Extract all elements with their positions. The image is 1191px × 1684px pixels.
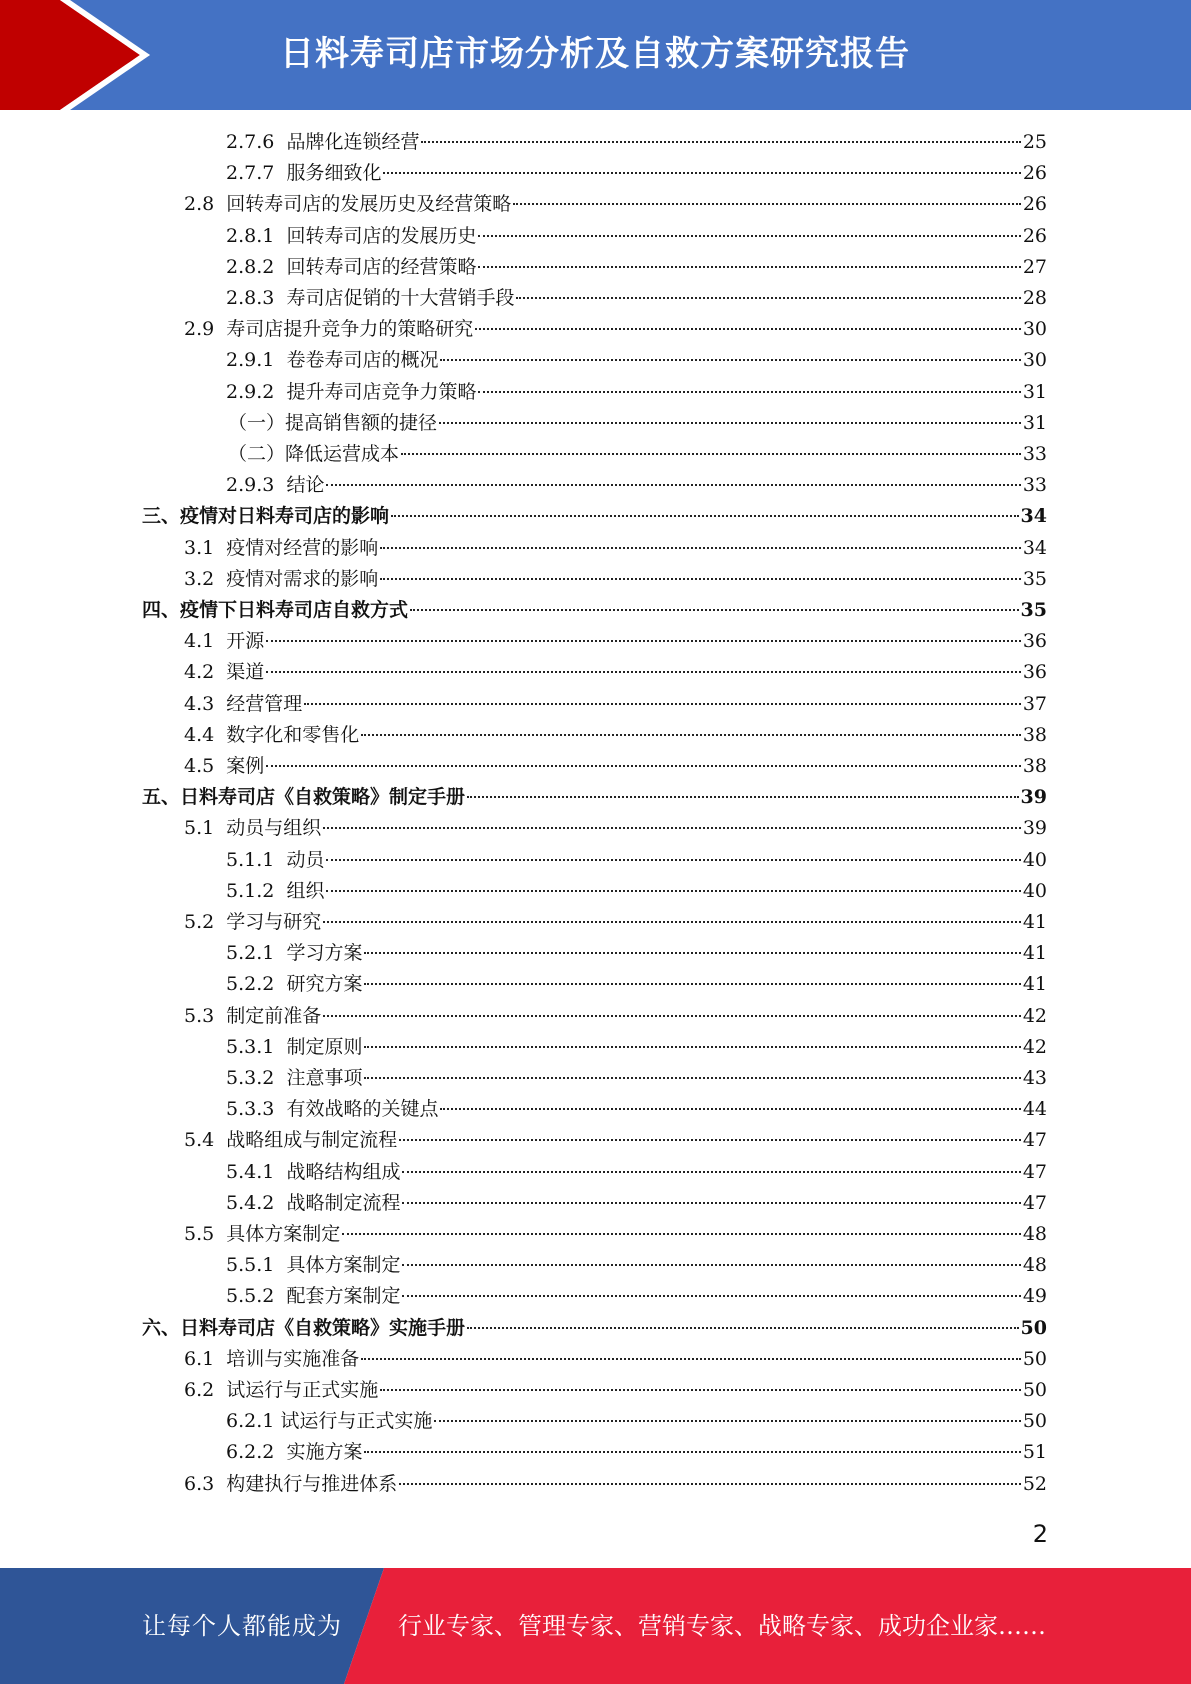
toc-entry-page: 41 [1022, 911, 1047, 933]
toc-dot-leader [364, 1077, 1020, 1079]
toc-entry-page: 28 [1022, 287, 1047, 309]
toc-entry-number: 2.7.6 [226, 131, 287, 153]
toc-dot-leader [361, 1358, 1021, 1360]
toc-entry-page: 25 [1022, 131, 1047, 153]
toc-entry[interactable] [226, 876, 1047, 907]
toc-entry-page: 30 [1022, 318, 1047, 340]
toc-entry-page: 30 [1022, 349, 1047, 371]
toc-entry-page: 31 [1022, 381, 1047, 403]
toc-entry[interactable] [226, 158, 1047, 189]
toc-dot-leader [364, 983, 1020, 985]
toc-entry-title: 寿司店促销的十大营销手段 [286, 287, 515, 309]
toc-dot-leader [266, 765, 1021, 767]
toc-dot-leader [326, 859, 1020, 861]
toc-dot-leader [383, 172, 1020, 174]
toc-dot-leader [380, 1389, 1021, 1391]
toc-entry-title: 动员与组织 [226, 817, 322, 839]
toc-entry-number: 6.2.2 [226, 1441, 287, 1463]
toc-entry-page: 41 [1022, 973, 1047, 995]
toc-entry-title: 制定前准备 [226, 1005, 322, 1027]
toc-dot-leader [440, 359, 1020, 361]
toc-dot-leader [399, 1139, 1021, 1141]
toc-entry-title: 降低运营成本 [285, 443, 400, 465]
toc-entry-title: 战略结构组成 [286, 1161, 401, 1183]
toc-entry[interactable] [142, 595, 1047, 626]
toc-dot-leader [516, 297, 1020, 299]
toc-dot-leader [467, 1327, 1019, 1329]
toc-entry-number: 2.8.1 [226, 225, 287, 247]
toc-entry-title: 品牌化连锁经营 [286, 131, 420, 153]
toc-dot-leader [380, 578, 1021, 580]
toc-entry-number: 5.5.2 [226, 1285, 287, 1307]
toc-entry-number: 5.3.1 [226, 1036, 287, 1058]
toc-entry[interactable] [226, 1188, 1047, 1219]
toc-entry-title: 案例 [226, 755, 265, 777]
toc-entry-page: 44 [1022, 1098, 1047, 1120]
toc-entry-title: 具体方案制定 [226, 1223, 341, 1245]
toc-dot-leader [342, 1233, 1021, 1235]
toc-entry-page: 48 [1022, 1254, 1047, 1276]
toc-entry[interactable] [226, 1406, 1047, 1437]
toc-entry-number: 4.4 [184, 724, 227, 746]
toc-entry-number: 5.3 [184, 1005, 227, 1027]
toc-entry-number: 5.2.1 [226, 942, 287, 964]
toc-dot-leader [402, 1202, 1020, 1204]
toc-entry-page: 39 [1020, 786, 1047, 808]
toc-dot-leader [440, 1108, 1020, 1110]
toc-dot-leader [467, 796, 1019, 798]
toc-entry-page: 49 [1022, 1285, 1047, 1307]
toc-entry-title: 学习方案 [286, 942, 363, 964]
toc-entry-page: 47 [1022, 1129, 1047, 1151]
toc-entry[interactable] [226, 1063, 1047, 1094]
toc-dot-leader [439, 422, 1021, 424]
toc-entry[interactable] [184, 1344, 1047, 1375]
toc-entry[interactable] [226, 377, 1047, 408]
toc-entry-title: 战略制定流程 [286, 1192, 401, 1214]
page-number: 2 [1032, 1520, 1048, 1548]
toc-entry-title: 组织 [286, 880, 325, 902]
toc-entry[interactable] [226, 252, 1047, 283]
toc-entry[interactable] [228, 439, 1047, 470]
toc-entry[interactable] [184, 689, 1047, 720]
toc-dot-leader [364, 1046, 1020, 1048]
toc-entry-number: 3.2 [184, 568, 227, 590]
report-title: 日料寿司店市场分析及自救方案研究报告 [280, 34, 910, 74]
toc-entry[interactable] [142, 1313, 1047, 1344]
toc-dot-leader [364, 1451, 1020, 1453]
toc-entry-number: 2.9.2 [226, 381, 287, 403]
toc-entry-number: 5.4.1 [226, 1161, 287, 1183]
toc-entry-title: 有效战略的关键点 [286, 1098, 439, 1120]
toc-entry-page: 50 [1022, 1379, 1047, 1401]
toc-entry-page: 51 [1022, 1441, 1047, 1463]
toc-dot-leader [361, 734, 1021, 736]
toc-entry-page: 36 [1022, 661, 1047, 683]
toc-entry-number: 2.9.3 [226, 474, 287, 496]
toc-entry-page: 41 [1022, 942, 1047, 964]
toc-entry-page: 34 [1022, 537, 1047, 559]
toc-dot-leader [434, 1420, 1020, 1422]
toc-entry-number: 5.1.2 [226, 880, 287, 902]
toc-entry-title: 注意事项 [286, 1067, 363, 1089]
toc-entry-title: 提高销售额的捷径 [285, 412, 438, 434]
toc-entry-title: 卷卷寿司店的概况 [286, 349, 439, 371]
toc-entry-title: 寿司店提升竞争力的策略研究 [226, 318, 474, 340]
page-footer [0, 1568, 1191, 1684]
toc-entry-title: 培训与实施准备 [226, 1348, 360, 1370]
toc-entry-page: 50 [1022, 1410, 1047, 1432]
toc-dot-leader [402, 1264, 1020, 1266]
toc-dot-leader [421, 141, 1020, 143]
toc-entry-title: 开源 [226, 630, 265, 652]
toc-entry[interactable] [184, 751, 1047, 782]
toc-entry-number: 4.1 [184, 630, 227, 652]
toc-entry-page: 26 [1022, 225, 1047, 247]
toc-dot-leader [304, 703, 1021, 705]
toc-dot-leader [478, 235, 1020, 237]
toc-entry-number: 5.5 [184, 1223, 227, 1245]
toc-entry-title: 试运行与正式实施 [226, 1379, 379, 1401]
toc-entry-number: 6.1 [184, 1348, 227, 1370]
toc-entry[interactable] [226, 1281, 1047, 1312]
toc-entry[interactable] [228, 408, 1047, 439]
toc-dot-leader [478, 266, 1020, 268]
toc-entry[interactable] [226, 1032, 1047, 1063]
toc-entry-page: 42 [1022, 1036, 1047, 1058]
toc-entry[interactable] [184, 1375, 1047, 1406]
toc-entry-title: 学习与研究 [226, 911, 322, 933]
toc-entry-number: 4.2 [184, 661, 227, 683]
toc-entry[interactable] [226, 845, 1047, 876]
toc-entry-title: 疫情下日料寿司店自救方式 [180, 599, 409, 621]
toc-dot-leader [380, 547, 1021, 549]
toc-entry-title: 实施方案 [286, 1441, 363, 1463]
toc-entry-page: 50 [1022, 1348, 1047, 1370]
toc-entry-number: 5.4.2 [226, 1192, 287, 1214]
toc-entry-number: 5.3.2 [226, 1067, 287, 1089]
toc-entry-title: 构建执行与推进体系 [226, 1473, 398, 1495]
toc-entry-number: 3.1 [184, 537, 227, 559]
toc-entry-title: 回转寿司店的经营策略 [286, 256, 477, 278]
toc-entry-number: 2.7.7 [226, 162, 287, 184]
toc-entry[interactable] [184, 1219, 1047, 1250]
toc-dot-leader [410, 609, 1019, 611]
toc-entry-number: 4.5 [184, 755, 227, 777]
toc-entry[interactable] [226, 1094, 1047, 1125]
toc-dot-leader [513, 203, 1021, 205]
toc-entry-page: 40 [1022, 880, 1047, 902]
toc-entry-title: 提升寿司店竞争力策略 [286, 381, 477, 403]
toc-entry-number: 5.1.1 [226, 849, 287, 871]
toc-entry[interactable] [184, 564, 1047, 595]
toc-entry-title: 服务细致化 [286, 162, 382, 184]
toc-entry[interactable] [184, 1469, 1047, 1500]
toc-entry-page: 48 [1022, 1223, 1047, 1245]
toc-dot-leader [401, 453, 1021, 455]
toc-entry-page: 33 [1022, 443, 1047, 465]
toc-entry-number: 5.1 [184, 817, 227, 839]
toc-entry-number: 2.8.2 [226, 256, 287, 278]
toc-entry[interactable] [226, 938, 1047, 969]
toc-entry-number: 2.8 [184, 193, 227, 215]
toc-entry-page: 43 [1022, 1067, 1047, 1089]
toc-entry-number: （一） [228, 412, 286, 434]
toc-entry-number: 6.3 [184, 1473, 227, 1495]
toc-entry-title: 试运行与正式实施 [280, 1410, 433, 1432]
toc-entry-title: 数字化和零售化 [226, 724, 360, 746]
toc-entry-title: 战略组成与制定流程 [226, 1129, 398, 1151]
toc-entry-number: 5.5.1 [226, 1254, 287, 1276]
toc-entry-title: 配套方案制定 [286, 1285, 401, 1307]
toc-dot-leader [326, 890, 1020, 892]
toc-entry-page: 31 [1022, 412, 1047, 434]
page-header [0, 0, 1191, 110]
toc-entry[interactable] [226, 221, 1047, 252]
toc-entry-page: 50 [1020, 1317, 1047, 1339]
toc-entry-title: 制定原则 [286, 1036, 363, 1058]
toc-entry-number: 5.4 [184, 1129, 227, 1151]
toc-entry-number: 5.2.2 [226, 973, 287, 995]
toc-entry-page: 40 [1022, 849, 1047, 871]
toc-entry[interactable] [142, 501, 1047, 532]
toc-entry-number: 6.2.1 [226, 1410, 281, 1432]
footer-slogan-left: 让每个人都能成为 [142, 1612, 342, 1640]
toc-entry[interactable] [184, 657, 1047, 688]
toc-entry-title: 具体方案制定 [286, 1254, 401, 1276]
toc-entry-title: 渠道 [226, 661, 265, 683]
toc-entry-page: 37 [1022, 693, 1047, 715]
toc-entry[interactable] [184, 533, 1047, 564]
toc-entry-page: 38 [1022, 755, 1047, 777]
toc-entry-page: 33 [1022, 474, 1047, 496]
toc-dot-leader [266, 671, 1021, 673]
toc-entry[interactable] [142, 782, 1047, 813]
toc-entry-number: 5.2 [184, 911, 227, 933]
toc-entry-title: 回转寿司店的发展历史及经营策略 [226, 193, 512, 215]
toc-entry[interactable] [226, 969, 1047, 1000]
toc-entry-number: 4.3 [184, 693, 227, 715]
toc-entry[interactable] [184, 720, 1047, 751]
toc-entry-title: 疫情对经营的影响 [226, 537, 379, 559]
toc-entry[interactable] [226, 470, 1047, 501]
toc-entry-page: 38 [1022, 724, 1047, 746]
toc-entry-title: 经营管理 [226, 693, 303, 715]
toc-entry[interactable] [226, 283, 1047, 314]
toc-entry-page: 36 [1022, 630, 1047, 652]
toc-entry-number: 5.3.3 [226, 1098, 287, 1120]
toc-entry-page: 26 [1022, 193, 1047, 215]
toc-entry-title: 日料寿司店《自救策略》实施手册 [180, 1317, 466, 1339]
toc-entry[interactable] [226, 127, 1047, 158]
footer-slogan-right: 行业专家、管理专家、营销专家、战略专家、成功企业家…… [398, 1612, 1046, 1640]
toc-dot-leader [266, 640, 1021, 642]
toc-entry-page: 35 [1020, 599, 1047, 621]
toc-entry[interactable] [226, 1250, 1047, 1281]
toc-dot-leader [323, 1015, 1021, 1017]
toc-entry[interactable] [184, 314, 1047, 345]
toc-entry-page: 47 [1022, 1161, 1047, 1183]
toc-entry[interactable] [184, 1001, 1047, 1032]
toc-entry[interactable] [184, 907, 1047, 938]
toc-entry-page: 35 [1022, 568, 1047, 590]
toc-entry-title: 研究方案 [286, 973, 363, 995]
toc-entry-page: 26 [1022, 162, 1047, 184]
toc-entry[interactable] [184, 626, 1047, 657]
toc-dot-leader [399, 1483, 1021, 1485]
toc-entry-number: 三、 [142, 505, 181, 527]
toc-entry-title: 结论 [286, 474, 325, 496]
toc-entry-page: 34 [1020, 505, 1047, 527]
toc-entry[interactable] [226, 1437, 1047, 1468]
toc-entry-title: 日料寿司店《自救策略》制定手册 [180, 786, 466, 808]
toc-entry-number: 2.9 [184, 318, 227, 340]
toc-entry-number: 五、 [142, 786, 181, 808]
toc-dot-leader [391, 515, 1019, 517]
toc-dot-leader [478, 391, 1020, 393]
toc-dot-leader [326, 484, 1020, 486]
toc-entry-number: 6.2 [184, 1379, 227, 1401]
toc-entry-page: 47 [1022, 1192, 1047, 1214]
toc-entry-number: 2.9.1 [226, 349, 287, 371]
toc-entry-title: 疫情对日料寿司店的影响 [180, 505, 390, 527]
toc-entry[interactable] [226, 345, 1047, 376]
toc-entry-page: 52 [1022, 1473, 1047, 1495]
toc-entry-title: 疫情对需求的影响 [226, 568, 379, 590]
toc-dot-leader [323, 921, 1021, 923]
toc-entry-title: 动员 [286, 849, 325, 871]
toc-entry-number: 四、 [142, 599, 181, 621]
toc-entry-number: （二） [228, 443, 286, 465]
toc-dot-leader [475, 328, 1021, 330]
toc-entry-page: 42 [1022, 1005, 1047, 1027]
toc-entry-number: 六、 [142, 1317, 181, 1339]
toc-entry[interactable] [184, 813, 1047, 844]
toc-entry[interactable] [184, 1125, 1047, 1156]
toc-dot-leader [364, 952, 1020, 954]
toc-entry[interactable] [184, 189, 1047, 220]
toc-entry-title: 回转寿司店的发展历史 [286, 225, 477, 247]
toc-entry[interactable] [226, 1157, 1047, 1188]
toc-entry-number: 2.8.3 [226, 287, 287, 309]
toc-entry-page: 39 [1022, 817, 1047, 839]
toc-dot-leader [402, 1295, 1020, 1297]
toc-entry-page: 27 [1022, 256, 1047, 278]
toc-dot-leader [402, 1171, 1020, 1173]
toc-dot-leader [323, 827, 1021, 829]
